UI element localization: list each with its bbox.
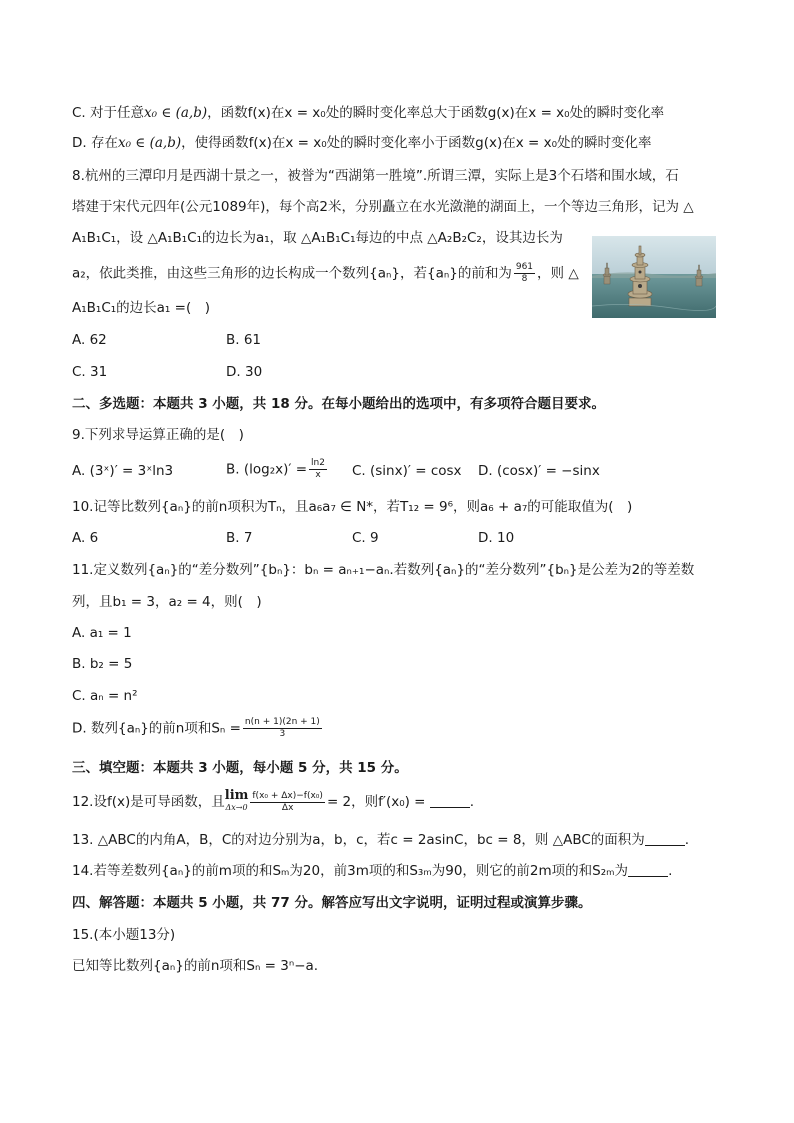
q13-answer-blank[interactable] — [645, 831, 685, 846]
q7-option-d[interactable]: D. 存在x₀ ∈ (a,b)，使得函数f(x)在x = x₀处的瞬时变化率小于函数g(x)在x = x₀处的瞬时变化率 — [72, 135, 652, 151]
q11-option-c[interactable]: C. aₙ = n² — [72, 688, 138, 704]
pagoda-lake-image — [592, 236, 716, 318]
q14-answer-blank[interactable] — [628, 862, 668, 877]
q9-option-a[interactable]: A. (3ˣ)′ = 3ˣln3 — [72, 463, 174, 479]
q11-stem-line1: 11.定义数列{aₙ}的“差分数列”{bₙ}：bₙ = aₙ₊₁−aₙ.若数列{aₙ}的“差分数列”{bₙ}是公差为2的等差数 — [72, 562, 695, 578]
q14-stem: 14.若等差数列{aₙ}的前m项的和Sₘ为20，前3m项的和S₃ₘ为90，则它的前2m项的和S₂ₘ为 . — [72, 863, 673, 879]
section-4-heading: 四、解答题：本题共 5 小题，共 77 分。解答应写出文字说明，证明过程或演算步骤。 — [72, 895, 592, 911]
q11-option-d-fraction: $\frac{n(n + 1)(2n + 1)}{3}$ — [244, 717, 320, 739]
three-pools-photo — [592, 236, 716, 318]
q8-option-c[interactable]: C. 31 — [72, 364, 108, 380]
q11-option-a[interactable]: A. a₁ = 1 — [72, 625, 132, 641]
q11-stem-line2: 列，且b₁ = 3，a₂ = 4，则( ) — [72, 594, 262, 610]
q10-option-b[interactable]: B. 7 — [226, 530, 253, 546]
q15-stem: 已知等比数列{aₙ}的前n项和Sₙ = 3ⁿ−a. — [72, 958, 319, 974]
q8-option-d[interactable]: D. 30 — [226, 364, 263, 380]
q8-stem-line1: 8.杭州的三潭印月是西湖十景之一，被誉为“西湖第一胜境”.所谓三潭，实际上是3个石塔和围水域，石 — [72, 168, 679, 184]
q10-option-a[interactable]: A. 6 — [72, 530, 99, 546]
limit-operator: lim Δx→0 — [224, 788, 249, 812]
q8-stem-line3: A₁B₁C₁，设 △A₁B₁C₁的边长为a₁，取 △A₁B₁C₁每边的中点 △A₂B₂C₂，设其边长为 — [72, 230, 563, 246]
q8-stem-line4: a₂，依此类推，由这些三角形的边长构成一个数列{aₙ}，若{aₙ}的前和为 $\frac{961}{8}$ ，则 △ — [72, 262, 579, 284]
q11-option-b[interactable]: B. b₂ = 5 — [72, 656, 133, 672]
q8-stem-line5: A₁B₁C₁的边长a₁ =( ) — [72, 300, 210, 316]
section-2-heading: 二、多选题：本题共 3 小题，共 18 分。在每小题给出的选项中，有多项符合题目要求。 — [72, 396, 605, 412]
q8-option-a[interactable]: A. 62 — [72, 332, 107, 348]
q9-option-d[interactable]: D. (cosx)′ = −sinx — [478, 463, 600, 479]
q9-option-b-fraction: $\frac{\ln 2}{x}$ — [311, 458, 325, 480]
q9-option-b[interactable]: B. (log₂x)′ = $\frac{\ln 2}{x}$ — [226, 458, 325, 480]
q7-option-c[interactable]: C. 对于任意x₀ ∈ (a,b)，函数f(x)在x = x₀处的瞬时变化率总大于函数g(x)在x = x₀处的瞬时变化率 — [72, 105, 665, 121]
q10-option-d[interactable]: D. 10 — [478, 530, 515, 546]
q8-option-b[interactable]: B. 61 — [226, 332, 262, 348]
q15-title: 15.(本小题13分) — [72, 927, 176, 943]
q12-answer-blank[interactable] — [430, 793, 470, 808]
q9-stem: 9.下列求导运算正确的是( ) — [72, 427, 244, 443]
q13-stem: 13. △ABC的内角A，B，C的对边分别为a，b，c，若c = 2asinC，bc = 8，则 △ABC的面积为 . — [72, 832, 690, 848]
q12-difference-quotient: $\frac{\text{f(x₀ + Δx)−f(x₀)}}{\Delta x}$ — [252, 790, 323, 813]
q8-sum-fraction: $\frac{961}{8}$ — [515, 262, 534, 284]
q10-stem: 10.记等比数列{aₙ}的前n项积为Tₙ，且a₆a₇ ∈ N*，若T₁₂ = 9⁶，则a₆ + a₇的可能取值为( ) — [72, 499, 633, 515]
q12-stem: 12.设f(x)是可导函数，且 lim Δx→0 $\frac{\text{f(x₀ + Δx)−f(x₀)}}{\Delta x}$ = 2，则f′(x₀) = . — [72, 788, 475, 813]
q9-option-c[interactable]: C. (sinx)′ = cosx — [352, 463, 462, 479]
q10-option-c[interactable]: C. 9 — [352, 530, 379, 546]
section-3-heading: 三、填空题：本题共 3 小题，每小题 5 分，共 15 分。 — [72, 760, 408, 776]
q8-stem-line2: 塔建于宋代元四年(公元1089年)，每个高2米，分别矗立在水光潋滟的湖面上，一个等边三角形，记为 △ — [72, 199, 694, 215]
q11-option-d[interactable]: D. 数列{aₙ}的前n项和Sₙ = $\frac{n(n + 1)(2n + 1)}{3}$ — [72, 717, 320, 739]
